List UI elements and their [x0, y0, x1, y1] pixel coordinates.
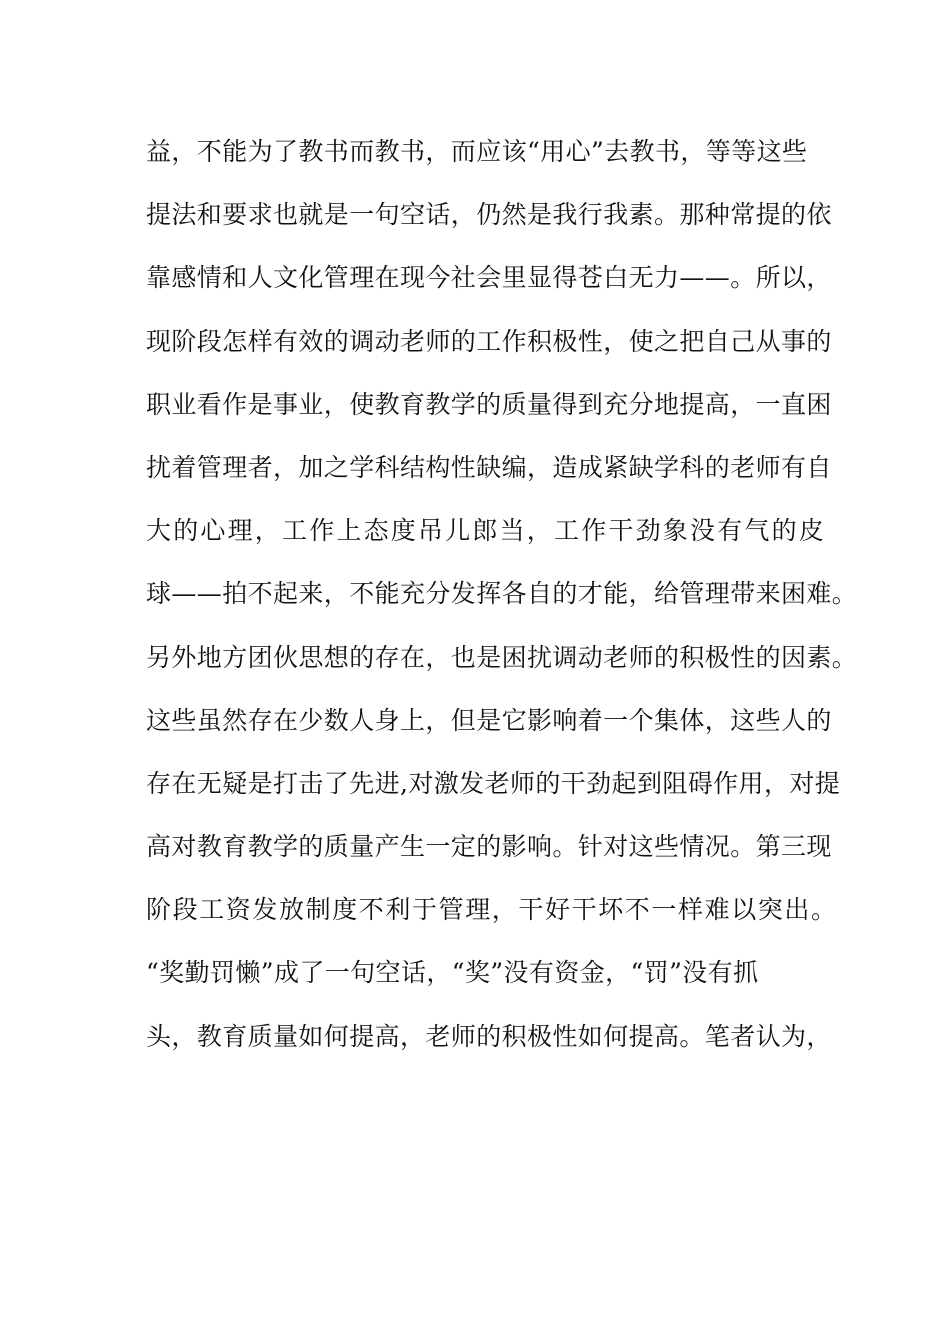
- text-line-10: 这些虽然存在少数人身上，但是它影响着一个集体，这些人的: [146, 705, 832, 735]
- text-line-15: 头，教育质量如何提高，老师的积极性如何提高。笔者认为，: [146, 1021, 832, 1051]
- text-line-9: 另外地方团伙思想的存在，也是困扰调动老师的积极性的因素。: [146, 642, 858, 672]
- text-line-12: 高对教育教学的质量产生一定的影响。针对这些情况。第三现: [146, 832, 832, 862]
- text-line-8: 球——拍不起来，不能充分发挥各自的才能，给管理带来困难。: [146, 579, 858, 609]
- text-line-6: 扰着管理者，加之学科结构性缺编，造成紧缺学科的老师有自: [146, 452, 832, 482]
- text-line-13: 阶段工资发放制度不利于管理，干好干坏不一样难以突出。: [146, 895, 838, 925]
- text-line-7: 大的心理，工作上态度吊儿郎当，工作干劲象没有气的皮: [146, 516, 827, 546]
- text-line-5: 职业看作是事业，使教育教学的质量得到充分地提高，一直困: [146, 389, 832, 419]
- body-text: [146, 128, 858, 1076]
- text-line-2: 提法和要求也就是一句空话，仍然是我行我素。那种常提的依: [146, 200, 832, 230]
- text-line-3: 靠感情和人文化管理在现今社会里显得苍白无力——。所以，: [146, 263, 832, 293]
- text-line-1: 益，不能为了教书而教书，而应该“用心”去教书，等等这些: [146, 137, 808, 166]
- text-line-11: 存在无疑是打击了先进,对激发老师的干劲起到阻碍作用，对提: [146, 768, 841, 798]
- text-line-4: 现阶段怎样有效的调动老师的工作积极性，使之把自己从事的: [146, 326, 832, 356]
- text-line-14: “奖勤罚懒”成了一句空话，“奖”没有资金，“罚”没有抓: [146, 958, 759, 988]
